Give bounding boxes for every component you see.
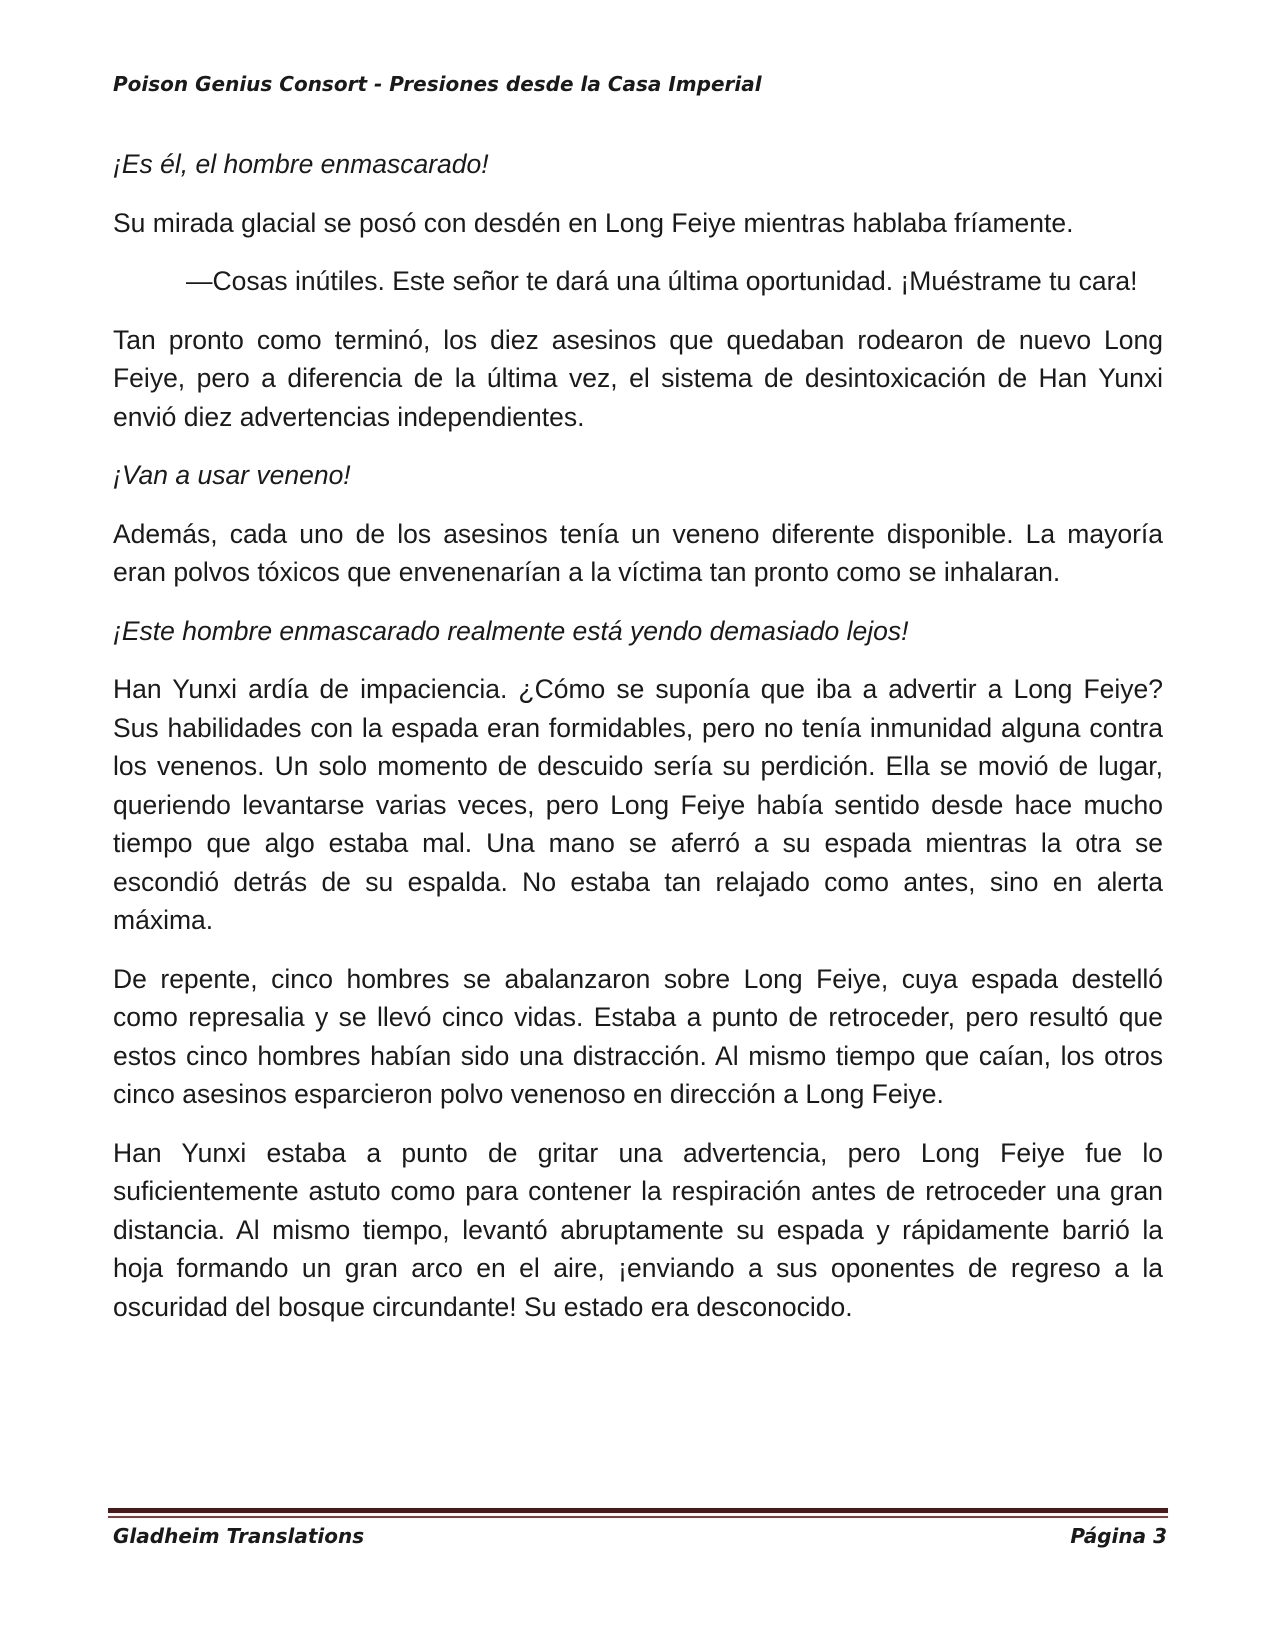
paragraph-narration-6: Han Yunxi estaba a punto de gritar una advertencia, pero Long Feiye fue lo suficientemente astuto como para contener la respiración antes de retroceder una gran distancia. Al mismo tiempo, levantó abruptamente su espada y rápidamente barrió la hoja formando un gran arco en el aire, ¡enviando a sus oponentes de regreso a la oscuridad del bosque circundante! Su estado era desconocido. bbox=[113, 1137, 1163, 1322]
paragraph-narration-2: Tan pronto como terminó, los diez asesinos que quedaban rodearon de nuevo Long Feiye, pero a diferencia de la última vez, el sistema de desintoxicación de Han Yunxi envió diez advertencias independientes. bbox=[113, 324, 1163, 432]
footer-divider-thin bbox=[108, 1516, 1168, 1518]
paragraph-narration-1: Su mirada glacial se posó con desdén en Long Feiye mientras hablaba fríamente. bbox=[113, 207, 1074, 238]
paragraph-dialogue-1: —Cosas inútiles. Este señor te dará una última oportunidad. ¡Muéstrame tu cara! bbox=[186, 266, 1138, 296]
page-footer bbox=[113, 1524, 1167, 1548]
paragraph-thought-1: ¡Es él, el hombre enmascarado! bbox=[113, 149, 489, 179]
paragraph-thought-3: ¡Este hombre enmascarado realmente está yendo demasiado lejos! bbox=[113, 615, 909, 646]
paragraph-thought-2: ¡Van a usar veneno! bbox=[113, 460, 351, 490]
footer-divider-thick bbox=[108, 1508, 1168, 1513]
paragraph-narration-3: Además, cada uno de los asesinos tenía un veneno diferente disponible. La mayoría eran polvos tóxicos que envenenarían a la víctima tan pronto como se inhalaran. bbox=[113, 518, 1163, 587]
document-body bbox=[113, 145, 1163, 1346]
paragraph-narration-4: Han Yunxi ardía de impaciencia. ¿Cómo se suponía que iba a advertir a Long Feiye? Sus habilidades con la espada eran formidables, pero no tenía inmunidad alguna contra los venenos. Un solo momento de descuido sería su perdición. Ella se movió de lugar, queriendo levantarse varias veces, pero Long Feiye había sentido desde hace mucho tiempo que algo estaba mal. Una mano se aferró a su espada mientras la otra se escondió detrás de su espalda. No estaba tan relajado como antes, sino en alerta máxima. bbox=[113, 674, 1163, 935]
paragraph-narration-5: De repente, cinco hombres se abalanzaron sobre Long Feiye, cuya espada destelló como represalia y se llevó cinco vidas. Estaba a punto de retroceder, pero resultó que estos cinco hombres habían sido una distracción. Al mismo tiempo que caían, los otros cinco asesinos esparcieron polvo venenoso en dirección a Long Feiye. bbox=[113, 963, 1163, 1109]
page-header-title: Poison Genius Consort - Presiones desde la Casa Imperial bbox=[113, 72, 762, 96]
footer-translator: Gladheim Translations bbox=[113, 1524, 365, 1548]
footer-page-number: Página 3 bbox=[1070, 1524, 1167, 1548]
